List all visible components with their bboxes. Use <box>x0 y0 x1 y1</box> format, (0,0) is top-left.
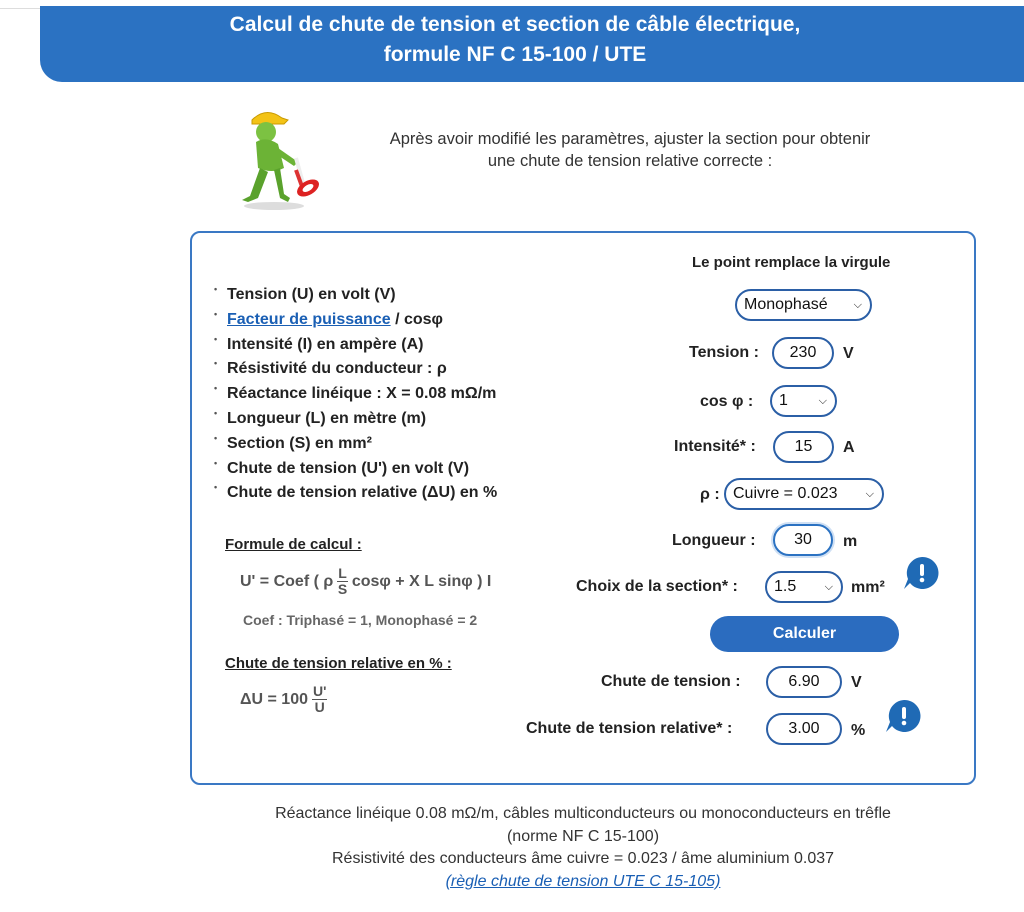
page-header <box>40 6 1024 82</box>
legend-item-power-factor <box>214 308 497 333</box>
intensite-input[interactable]: 15 <box>773 431 834 463</box>
intensite-label: Intensité* : <box>674 438 756 455</box>
rho-select[interactable] <box>724 478 884 510</box>
section-value: 1.5 <box>774 578 797 595</box>
legend-item: • Chute de tension relative (ΔU) en % <box>214 481 497 506</box>
longueur-label: Longueur : <box>672 532 756 549</box>
relative-unit: % <box>851 722 866 739</box>
info-bubble-icon[interactable] <box>902 555 940 591</box>
cos-value: 1 <box>779 392 788 409</box>
intro-line2: une chute de tension relative correcte : <box>487 152 773 170</box>
formula-denominator: S <box>337 581 348 597</box>
footer-notes <box>190 803 976 893</box>
chevron-down-icon: ⌵ <box>853 299 862 311</box>
intro-text <box>340 128 920 172</box>
section-label: Choix de la section* : <box>576 578 738 595</box>
relative-output: 3.00 <box>766 713 842 745</box>
intensite-unit: A <box>843 439 855 456</box>
formula-numerator: L <box>338 565 347 581</box>
formula-prefix: U' = Coef ( ρ <box>240 572 334 590</box>
legend-item: • Chute de tension (U') en volt (V) <box>214 457 497 482</box>
tension-label: Tension : <box>689 344 759 361</box>
header-title-line1: Calcul de chute de tension et section de câble électrique, <box>229 13 801 36</box>
du-numerator: U' <box>312 683 327 699</box>
intro-line1: Après avoir modifié les paramètres, ajuster la section pour obtenir <box>389 130 871 148</box>
relative-label: Chute de tension relative* : <box>526 720 733 737</box>
legend-item: • Section (S) en mm² <box>214 432 497 457</box>
worker-illustration-icon <box>222 106 328 212</box>
power-factor-link[interactable]: Facteur de puissance <box>227 310 391 328</box>
chute-output: 6.90 <box>766 666 842 698</box>
du-fraction <box>312 684 327 715</box>
relative-drop-formula <box>240 684 331 715</box>
decimal-note: Le point remplace la virgule <box>692 254 891 271</box>
formula-suffix: cosφ + X L sinφ ) I <box>351 572 492 590</box>
tension-unit: V <box>843 345 854 362</box>
longueur-input[interactable]: 30 <box>773 524 833 556</box>
longueur-unit: m <box>843 533 858 550</box>
section-unit: mm² <box>851 579 885 596</box>
rho-label: ρ : <box>700 486 720 503</box>
section-select[interactable] <box>765 571 843 603</box>
legend-item: • Longueur (L) en mètre (m) <box>214 407 497 432</box>
voltage-drop-formula <box>240 566 491 597</box>
chevron-down-icon: ⌵ <box>824 581 833 593</box>
tension-input[interactable]: 230 <box>772 337 834 369</box>
rho-value: Cuivre = 0.023 <box>733 485 838 502</box>
phase-value: Monophasé <box>744 296 828 313</box>
coef-note: Coef : Triphasé = 1, Monophasé = 2 <box>243 612 478 628</box>
legend-item: • Réactance linéique : X = 0.08 mΩ/m <box>214 382 497 407</box>
legend-item: • Intensité (I) en ampère (A) <box>214 333 497 358</box>
relative-formula-title: Chute de tension relative en % : <box>225 655 452 672</box>
chute-label: Chute de tension : <box>601 673 741 690</box>
formula-title: Formule de calcul : <box>225 536 362 553</box>
info-bubble-icon[interactable] <box>884 698 922 734</box>
legend-item: • Résistivité du conducteur : ρ <box>214 357 497 382</box>
footer-line2: (norme NF C 15-100) <box>506 827 660 845</box>
du-prefix: ΔU = 100 <box>240 690 308 708</box>
footer-line1: Réactance linéique 0.08 mΩ/m, câbles multiconducteurs ou monoconducteurs en trêfle <box>275 805 891 822</box>
calculer-button[interactable]: Calculer <box>710 616 899 652</box>
du-denominator: U <box>314 699 325 715</box>
legend-cos-suffix: / cosφ <box>390 310 443 328</box>
chevron-down-icon: ⌵ <box>865 488 874 500</box>
cos-label: cos φ : <box>700 393 754 410</box>
ute-rule-link[interactable]: (règle chute de tension UTE C 15-105) <box>445 872 721 890</box>
cos-select[interactable] <box>770 385 837 417</box>
chevron-down-icon: ⌵ <box>818 395 827 407</box>
chute-unit: V <box>851 674 862 691</box>
footer-line3: Résistivité des conducteurs âme cuivre = 0.023 / âme aluminium 0.037 <box>331 850 835 867</box>
header-title-line2: formule NF C 15-100 / UTE <box>383 43 647 66</box>
parameter-legend <box>214 283 497 506</box>
legend-item: • Tension (U) en volt (V) <box>214 283 497 308</box>
formula-fraction <box>337 566 348 597</box>
phase-select[interactable] <box>735 289 872 321</box>
